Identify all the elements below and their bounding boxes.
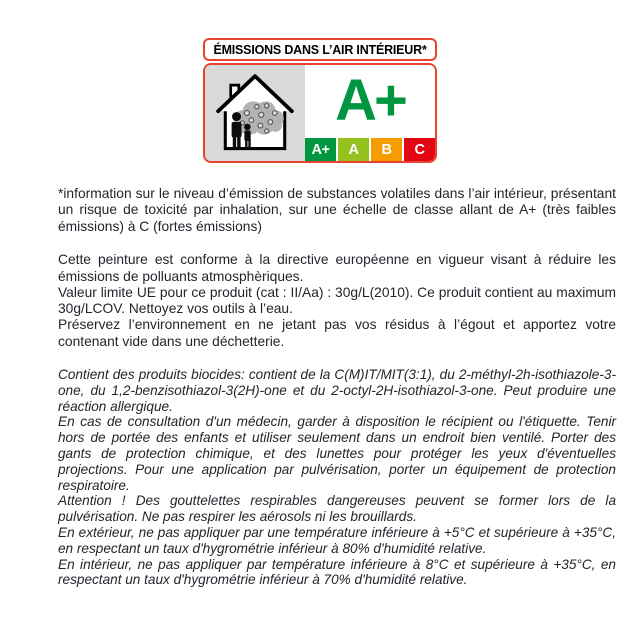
scale-grade-b: B [369,138,402,161]
house-panel [205,65,305,161]
rating-scale [305,138,435,161]
footnote-emission-scale: *information sur le niveau d’émission de substances volatiles dans l’air intérieur, présentant un risque de toxicité par inhalation, sur une échelle de classe allant de A+ (très faibles émissions) à C (fortes émissions) [58,186,616,234]
paragraph-spray-warning: Attention ! Des gouttelettes respirables dangereuses peuvent se former lors de la pulvérisation. Ne pas respirer les aérosols ni les brouillards. [58,493,616,525]
badge-title [203,38,437,61]
paragraph-biocides: Contient des produits biocides: contient de la C(M)IT/MIT(3:1), du 2-méthyl-2h-isothiazole-3-one, du 1,2-benzisothiazol-3(2H)-one et du 2-octyl-2H-isothiazol-3-one. Peut produire une réaction allergique. [58,367,616,414]
paragraph-exterior-application: En extérieur, ne pas appliquer par une température inférieure à +5°C et supérieure à +35°C, en respectant un taux d'hygrométrie inférieur à 80% d'humidité relative. [58,524,616,556]
badge-title-text: ÉMISSIONS DANS L’AIR INTÉRIEUR* [213,42,427,57]
rating-value: A+ [335,68,405,133]
paragraph-interior-application: En intérieur, ne pas appliquer par température inférieure à 8°C et supérieure à +35°C, en respectant un taux d'hygrométrie inférieur à 70% d'humidité relative. [58,556,616,588]
paragraph-safety-precautions: En cas de consultation d'un médecin, garder à disposition le récipient ou l'étiquette. Tenir hors de portée des enfants et utiliser seulement dans un endroit bien ventilé. Porter des gants de protection chimique, et des lunettes pour protéger les yeux d'éventuelles projections. Pour une application par pulvérisation, porter un équipement de protection respiratoire. [58,414,616,493]
biocide-warning-block [58,367,616,588]
house-pollution-icon [210,68,300,158]
scale-grade-a: A [336,138,369,161]
indoor-air-emission-badge [203,38,437,163]
paragraph-environment: Préservez l’environnement en ne jetant pas vos résidus à l’égout et apportez votre contenant vide dans une déchetterie. [58,317,616,349]
scale-grade-a-plus: A+ [305,138,336,161]
paragraph-directive: Cette peinture est conforme à la directive européenne en vigueur visant à réduire les émissions de polluants atmosphèriques. [58,252,616,284]
rating-panel [305,65,435,161]
paragraph-voc-limit: Valeur limite UE pour ce produit (cat : II/Aa) : 30g/L(2010). Ce produit contient au maximum 30g/LCOV. Nettoyez vos outils à l’eau. [58,284,616,317]
label-text-column [58,186,616,588]
scale-grade-c: C [402,138,435,161]
badge-body [203,63,437,163]
